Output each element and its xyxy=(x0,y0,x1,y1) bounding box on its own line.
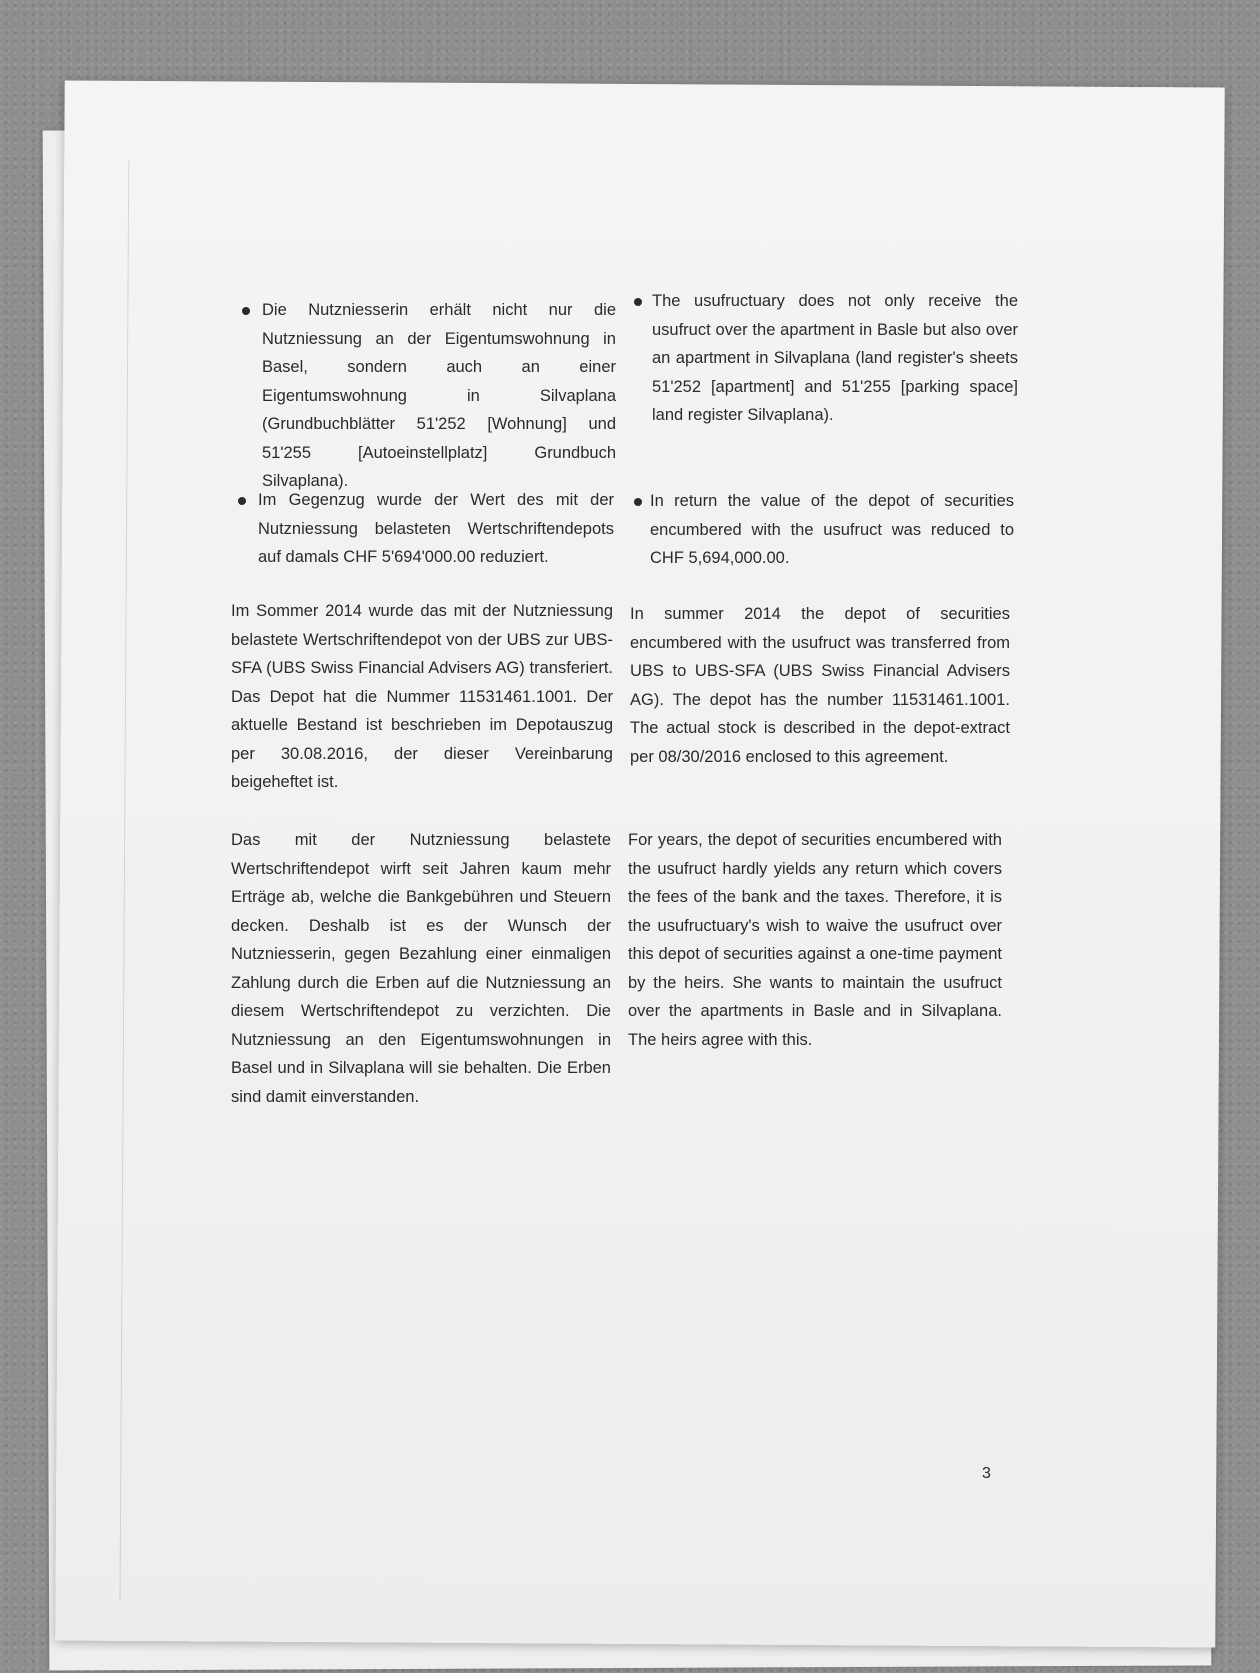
page-number: 3 xyxy=(982,1465,991,1482)
bullet-en-2-text: In return the value of the depot of securities encumbered with the usufruct was reduced to CHF 5,694,000.00. xyxy=(650,492,1014,567)
paragraph-en-2: For years, the depot of securities encumbered with the usufruct hardly yields any return which covers the fees of the bank and the taxes. Therefore, it is the usufructuary's wish to waive the usufruct over this depot of securities against a one-time payment by the heirs. She wants to maintain the usufruct over the apartments in Basle and in Silvaplana. The heirs agree with this. xyxy=(628,831,1002,1049)
bullet-en-1-text: The usufructuary does not only receive the usufruct over the apartment in Basle but also over an apartment in Silvaplana (land register's sheets 51'252 [apartment] and 51'255 [parking space] land register Silvaplana). xyxy=(652,292,1018,424)
paragraph-en-1: In summer 2014 the depot of securities encumbered with the usufruct was transferred from UBS to UBS-SFA (UBS Swiss Financial Advisers AG). The depot has the number 11531461.1001. The actual stock is described in the depot-extract per 08/30/2016 enclosed to this agreement. xyxy=(630,605,1010,766)
bullet-dot-icon xyxy=(238,497,246,505)
bullet-dot-icon xyxy=(242,307,250,315)
paragraph-de-1: Im Sommer 2014 wurde das mit der Nutzniessung belastete Wertschriftendepot von der UBS zur UBS-SFA (UBS Swiss Financial Advisers AG) transferiert. Das Depot hat die Nummer 11531461.1001. Der aktuelle Bestand ist beschrieben im Depotauszug per 30.08.2016, der dieser Vereinbarung beigeheftet ist. xyxy=(231,602,613,791)
bullet-de-2-text: Im Gegenzug wurde der Wert des mit der Nutzniessung belasteten Wertschriftendepots auf damals CHF 5'694'000.00 reduziert. xyxy=(258,491,614,566)
paragraph-de-2: Das mit der Nutzniessung belastete Wertschriftendepot wirft seit Jahren kaum mehr Erträge ab, welche die Bankgebühren und Steuern decken. Deshalb ist es der Wunsch der Nutzniesserin, gegen Bezahlung einer einmaligen Zahlung durch die Erben auf die Nutzniessung an diesem Wertschriftendepot zu verzichten. Die Nutzniessung an den Eigentumswohnungen in Basel und in Silvaplana will sie behalten. Die Erben sind damit einverstanden. xyxy=(231,831,611,1106)
bullet-dot-icon xyxy=(634,498,642,506)
bullet-de-1-text: Die Nutzniesserin erhält nicht nur die Nutzniessung an der Eigentumswohnung in Basel, sondern auch an einer Eigentumswohnung in Silvaplana (Grundbuchblätter 51'252 [Wohnung] und 51'255 [Autoeinstellplatz] Grundbuch Silvaplana). xyxy=(262,301,616,490)
bullet-dot-icon xyxy=(634,298,642,306)
